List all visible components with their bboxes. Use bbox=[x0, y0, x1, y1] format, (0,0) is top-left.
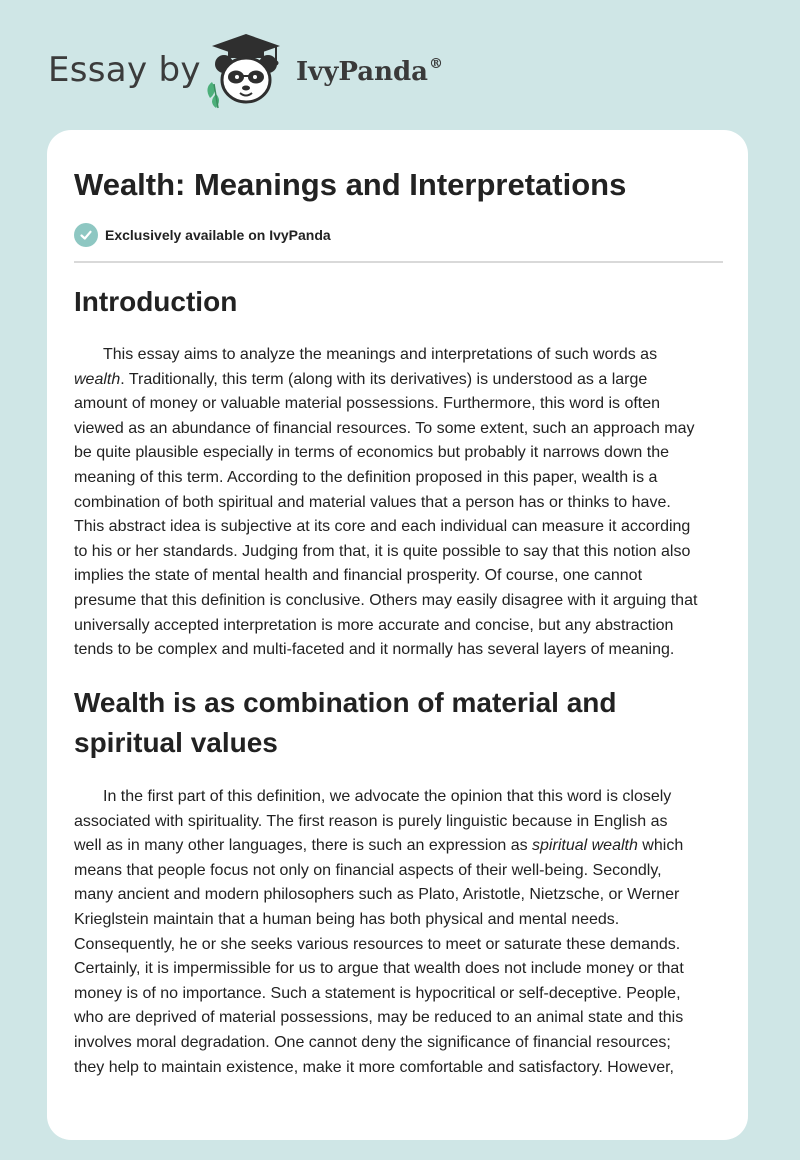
paragraph-line: presume that this definition is conclusive. Others may easily disagree with it arguing that bbox=[74, 591, 698, 609]
site-header bbox=[0, 0, 800, 130]
paragraph-line: Consequently, he or she seeks various resources to meet or saturate these demands. bbox=[74, 935, 681, 953]
paragraph-line: tends to be complex and multi-faceted and it normally has several layers of meaning. bbox=[74, 641, 675, 659]
paragraph-line: involves moral degradation. One cannot deny the significance of financial resources; bbox=[74, 1033, 671, 1051]
paragraph-line: combination of both spiritual and material values that a person has or thinks to have. bbox=[74, 493, 671, 511]
paragraph-line: implies the state of mental health and financial prosperity. Of course, one cannot bbox=[74, 567, 643, 585]
paragraph-line: amount of money or valuable material possessions. Furthermore, this word is often bbox=[74, 395, 661, 413]
essay-by-label: Essay by bbox=[48, 50, 201, 90]
registered-mark: ® bbox=[429, 56, 444, 72]
check-icon bbox=[74, 223, 98, 247]
heading-line: Wealth is as combination of material and bbox=[74, 687, 617, 718]
paragraph-line: means that people focus not only on financial aspects of their well-being. Secondly, bbox=[74, 861, 662, 879]
paragraph-line: many ancient and modern philosophers such as Plato, Aristotle, Nietzsche, or Werner bbox=[74, 886, 680, 904]
paragraph-line: Certainly, it is impermissible for us to argue that wealth does not include money or that bbox=[74, 960, 684, 978]
paragraph-line: universally accepted interpretation is more accurate and concise, but any abstraction bbox=[74, 616, 674, 634]
paragraph-line: be quite plausible especially in terms of economics but probably it narrows down the bbox=[74, 444, 669, 462]
paragraph-line: This abstract idea is subjective at its core and each individual can measure it according bbox=[74, 518, 691, 536]
divider bbox=[74, 261, 723, 263]
exclusive-badge-label: Exclusively available on IvyPanda bbox=[105, 227, 331, 243]
article-title: Wealth: Meanings and Interpretations bbox=[74, 167, 627, 202]
paragraph-line: who are deprived of material possessions, may be reduced to an animal state and this bbox=[74, 1009, 684, 1027]
paragraph-line: Krieglstein maintain that a human being has both physical and mental needs. bbox=[74, 910, 620, 928]
brand-name[interactable]: IvyPanda® bbox=[296, 56, 444, 87]
section-heading-wealth-combination bbox=[74, 683, 723, 763]
paragraph-line: to his or her standards. Judging from that, it is quite possible to say that this notion also bbox=[74, 542, 691, 560]
paragraph-line: they help to maintain existence, make it more comfortable and satisfactory. However, bbox=[74, 1058, 674, 1076]
exclusive-badge bbox=[74, 223, 331, 247]
paragraph-line: meaning of this term. According to the definition proposed in this paper, wealth is a bbox=[74, 468, 658, 486]
section-paragraph-wealth-combination bbox=[74, 785, 726, 1080]
paragraph-line: money is of no importance. Such a statement is hypocritical or self-deceptive. People, bbox=[74, 984, 681, 1002]
paragraph-line: associated with spirituality. The first reason is purely linguistic because in English as bbox=[74, 812, 668, 830]
paragraph-line: In the first part of this definition, we advocate the opinion that this word is closely bbox=[103, 788, 672, 805]
paragraph-line: viewed as an abundance of financial resources. To some extent, such an approach may bbox=[74, 419, 695, 437]
paragraph-line: well as in many other languages, there is such an expression as spiritual wealth which bbox=[74, 837, 684, 855]
heading-line: spiritual values bbox=[74, 727, 278, 758]
paragraph-line: This essay aims to analyze the meanings and interpretations of such words as bbox=[103, 346, 658, 363]
section-paragraph-introduction bbox=[74, 343, 726, 663]
panda-logo-icon[interactable] bbox=[200, 32, 292, 110]
article-card bbox=[47, 130, 748, 1140]
paragraph-line: wealth. Traditionally, this term (along with its derivatives) is understood as a large bbox=[74, 370, 648, 388]
section-heading-introduction: Introduction bbox=[74, 286, 238, 317]
